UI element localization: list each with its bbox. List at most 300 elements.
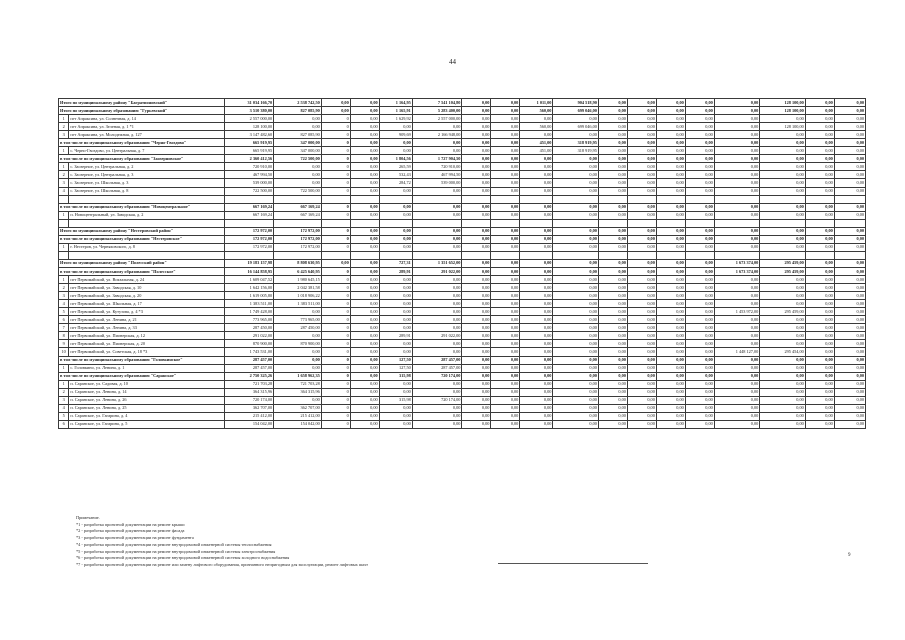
value-cell: 127,50 <box>379 364 412 372</box>
value-cell: 0,00 <box>491 99 520 107</box>
value-cell: 0,00 <box>520 284 553 292</box>
value-cell: 0,00 <box>462 412 491 420</box>
value-cell: 291 022,00 <box>412 332 462 340</box>
table-row <box>59 123 866 131</box>
value-cell: 0,00 <box>627 276 656 284</box>
table-row <box>59 300 866 308</box>
table-row <box>59 219 866 227</box>
value-cell: 1 749 428,00 <box>224 308 274 316</box>
value-cell: 0,00 <box>379 316 412 324</box>
value-cell: 720 910,00 <box>224 163 274 171</box>
value-cell: 0,00 <box>462 243 491 251</box>
value-cell: 0,00 <box>553 131 599 139</box>
value-cell: 0,00 <box>553 372 599 380</box>
value-cell: 0,00 <box>656 179 685 187</box>
value-cell: 0,00 <box>685 227 714 235</box>
value-cell: 0,00 <box>598 203 627 211</box>
value-cell: 0,00 <box>656 412 685 420</box>
value-cell: 0,00 <box>520 324 553 332</box>
value-cell: 0,00 <box>714 380 760 388</box>
value-cell: 0,00 <box>553 171 599 179</box>
value-cell: 0,00 <box>598 396 627 404</box>
value-cell: 0,00 <box>553 267 599 275</box>
value-cell: 0 <box>321 115 350 123</box>
value-cell: 0,00 <box>627 99 656 107</box>
value-cell <box>491 195 520 203</box>
value-cell: 0,00 <box>760 147 806 155</box>
value-cell: 0,00 <box>627 412 656 420</box>
value-cell: 0,00 <box>598 412 627 420</box>
value-cell: 0,00 <box>760 396 806 404</box>
value-cell: 0,00 <box>834 139 865 147</box>
value-cell: 0,00 <box>520 308 553 316</box>
value-cell: 0,00 <box>598 107 627 115</box>
value-cell: 295 459,00 <box>760 308 806 316</box>
table-group-row <box>59 107 866 115</box>
value-cell: 0,00 <box>520 316 553 324</box>
value-cell: 0,00 <box>656 404 685 412</box>
value-cell: 0,00 <box>553 324 599 332</box>
value-cell: 0,00 <box>805 203 834 211</box>
value-cell: 0,00 <box>553 284 599 292</box>
value-cell: 0 <box>321 203 350 211</box>
value-cell: 0 <box>321 404 350 412</box>
value-cell: 0,00 <box>805 324 834 332</box>
value-cell: 0,00 <box>598 171 627 179</box>
value-cell: 0,00 <box>491 420 520 428</box>
value-cell: 2 538 742,50 <box>274 99 322 107</box>
table-row <box>59 364 866 372</box>
value-cell <box>321 219 350 227</box>
value-cell: 0,00 <box>520 179 553 187</box>
value-cell: 0,00 <box>520 235 553 243</box>
value-cell: 0,00 <box>656 259 685 267</box>
row-index-cell: 2 <box>59 284 69 292</box>
value-cell: 0,00 <box>321 107 350 115</box>
row-index-cell: 3 <box>59 179 69 187</box>
value-cell: 6 425 640,95 <box>274 267 322 275</box>
value-cell: 0,00 <box>598 332 627 340</box>
value-cell: 722 500,00 <box>224 187 274 195</box>
value-cell: 0,00 <box>685 155 714 163</box>
value-cell: 0,00 <box>350 155 379 163</box>
value-cell: 289,91 <box>379 332 412 340</box>
value-cell: 0 <box>321 324 350 332</box>
value-cell: 0,00 <box>520 259 553 267</box>
value-cell: 0,00 <box>491 276 520 284</box>
value-cell: 0,00 <box>520 187 553 195</box>
value-cell: 0,00 <box>553 412 599 420</box>
value-cell: 0 <box>321 267 350 275</box>
value-cell: 0,00 <box>553 155 599 163</box>
value-cell: 0,00 <box>553 243 599 251</box>
value-cell <box>714 219 760 227</box>
value-cell: 0,00 <box>598 235 627 243</box>
value-cell: 0,00 <box>598 163 627 171</box>
value-cell: 0,00 <box>491 316 520 324</box>
value-cell: 0,00 <box>627 227 656 235</box>
value-cell: 0 <box>321 396 350 404</box>
value-cell: 0,00 <box>834 300 865 308</box>
address-cell <box>69 251 224 259</box>
value-cell: 0,00 <box>685 420 714 428</box>
value-cell: 0,00 <box>598 348 627 356</box>
value-cell: 0,00 <box>834 243 865 251</box>
value-cell: 0,00 <box>553 292 599 300</box>
value-cell: 0,00 <box>656 155 685 163</box>
value-cell <box>598 251 627 259</box>
table-row <box>59 332 866 340</box>
value-cell: 0,00 <box>491 155 520 163</box>
value-cell: 0,00 <box>656 348 685 356</box>
value-cell: 0,00 <box>462 123 491 131</box>
value-cell: 0,00 <box>834 267 865 275</box>
row-index-cell: 1 <box>59 163 69 171</box>
value-cell: 0,00 <box>760 211 806 219</box>
value-cell: 0,00 <box>491 187 520 195</box>
note-item: *4 - разработка проектной документации на ремонт внутридомовой инженерной системы теплоснабжения <box>76 541 272 547</box>
value-cell: 0,00 <box>350 139 379 147</box>
table-group-row <box>59 259 866 267</box>
value-cell: 0,00 <box>627 324 656 332</box>
value-cell: 0,00 <box>834 412 865 420</box>
value-cell: 0,00 <box>379 235 412 243</box>
value-cell: 0,00 <box>685 163 714 171</box>
group-name-cell: в том числе по муниципальному образованию "Черно-Гвоздово" <box>59 139 225 147</box>
value-cell: 0,00 <box>805 284 834 292</box>
value-cell: 0,00 <box>627 388 656 396</box>
value-cell: 0,00 <box>462 155 491 163</box>
row-index-cell: 1 <box>59 364 69 372</box>
value-cell: 720 174,00 <box>224 396 274 404</box>
value-cell: 0,00 <box>714 340 760 348</box>
value-cell: 0,00 <box>553 380 599 388</box>
value-cell: 0,00 <box>412 203 462 211</box>
notes-block <box>76 515 776 569</box>
value-cell: 667 169,24 <box>274 203 322 211</box>
value-cell: 0,00 <box>350 171 379 179</box>
value-cell: 0,00 <box>350 123 379 131</box>
value-cell: 128 100,00 <box>760 123 806 131</box>
value-cell: 720 174,00 <box>412 372 462 380</box>
value-cell: 0,00 <box>656 308 685 316</box>
value-cell: 0,00 <box>685 380 714 388</box>
value-cell: 0,00 <box>714 284 760 292</box>
address-cell: пгт Первомайский, ул. Заводская, д. 10 <box>69 284 224 292</box>
value-cell: 0,00 <box>627 147 656 155</box>
table-group-row <box>59 356 866 364</box>
table-row <box>59 420 866 428</box>
value-cell: 0,00 <box>462 348 491 356</box>
value-cell: 0,00 <box>760 404 806 412</box>
value-cell: 0,00 <box>714 300 760 308</box>
value-cell: 362 707,00 <box>224 404 274 412</box>
row-index-cell: 4 <box>59 300 69 308</box>
value-cell: 0 <box>321 364 350 372</box>
value-cell: 0,00 <box>656 131 685 139</box>
table-row <box>59 171 866 179</box>
value-cell: 0,00 <box>350 364 379 372</box>
value-cell: 0,00 <box>350 332 379 340</box>
table-group-row <box>59 139 866 147</box>
value-cell: 0 <box>321 171 350 179</box>
value-cell: 284,72 <box>379 179 412 187</box>
value-cell: 0 <box>321 412 350 420</box>
value-cell: 0,00 <box>462 163 491 171</box>
value-cell: 0,00 <box>656 380 685 388</box>
value-cell: 1 383 511,00 <box>274 300 322 308</box>
value-cell: 0,00 <box>520 340 553 348</box>
value-cell: 0,00 <box>834 187 865 195</box>
value-cell: 0,00 <box>760 316 806 324</box>
address-cell: п. Саранское, ул. Ленина, д. 14 <box>69 388 224 396</box>
value-cell: 0,00 <box>760 292 806 300</box>
value-cell <box>462 195 491 203</box>
value-cell: 0,00 <box>714 324 760 332</box>
value-cell: 0,00 <box>412 235 462 243</box>
value-cell: 0,00 <box>350 187 379 195</box>
value-cell: 0,00 <box>350 147 379 155</box>
address-cell: с. Заозерное, ул. Центральная, д. 3 <box>69 171 224 179</box>
address-cell: п. Саранское, ул. Гагарина, д. 4 <box>69 412 224 420</box>
value-cell: 2 750 325,26 <box>224 372 274 380</box>
value-cell: 0,00 <box>350 99 379 107</box>
table-row <box>59 396 866 404</box>
value-cell: 0,00 <box>598 420 627 428</box>
value-cell: 0,00 <box>553 404 599 412</box>
value-cell: 0,00 <box>520 300 553 308</box>
value-cell: 0,00 <box>685 364 714 372</box>
value-cell: 0,00 <box>462 131 491 139</box>
value-cell: 0,00 <box>491 203 520 211</box>
value-cell: 0,00 <box>714 131 760 139</box>
value-cell: 0,00 <box>627 139 656 147</box>
value-cell: 0,00 <box>714 243 760 251</box>
value-cell <box>553 219 599 227</box>
value-cell: 0,00 <box>598 99 627 107</box>
value-cell <box>656 195 685 203</box>
value-cell: 0,00 <box>520 163 553 171</box>
value-cell: 0,00 <box>685 276 714 284</box>
value-cell: 0,00 <box>805 372 834 380</box>
value-cell: 0,00 <box>598 372 627 380</box>
value-cell: 0,00 <box>627 163 656 171</box>
table-row <box>59 348 866 356</box>
value-cell: 0,00 <box>627 348 656 356</box>
value-cell: 0,00 <box>274 348 322 356</box>
value-cell: 0,00 <box>685 356 714 364</box>
value-cell: 667 169,24 <box>274 211 322 219</box>
table-row <box>59 147 866 155</box>
address-cell: п. Саранское, ул. Гагарина, д. 5 <box>69 420 224 428</box>
value-cell: 0 <box>321 123 350 131</box>
value-cell: 721 703,28 <box>274 380 322 388</box>
value-cell: 291 022,00 <box>224 332 274 340</box>
value-cell: 0 <box>321 211 350 219</box>
value-cell: 1 609 047,52 <box>224 276 274 284</box>
value-cell: 154 042,00 <box>274 420 322 428</box>
value-cell: 0,00 <box>760 340 806 348</box>
value-cell: 0,00 <box>379 404 412 412</box>
value-cell: 2 042 381,58 <box>274 284 322 292</box>
value-cell: 0 <box>321 316 350 324</box>
value-cell: 0,00 <box>805 131 834 139</box>
value-cell: 0 <box>321 155 350 163</box>
value-cell: 0,00 <box>412 404 462 412</box>
value-cell: 0,00 <box>462 356 491 364</box>
value-cell: 0,00 <box>760 380 806 388</box>
value-cell: 0,00 <box>274 123 322 131</box>
value-cell: 265,59 <box>379 163 412 171</box>
address-cell: с. Заозерное, ул. Центральная, д. 2 <box>69 163 224 171</box>
value-cell: 0,00 <box>656 292 685 300</box>
value-cell: 0,00 <box>834 115 865 123</box>
value-cell <box>379 251 412 259</box>
value-cell: 0,00 <box>379 211 412 219</box>
value-cell <box>350 195 379 203</box>
address-cell: пгт Первомайский, ул. Школьная, д. 17 <box>69 300 224 308</box>
value-cell: 0,00 <box>834 324 865 332</box>
value-cell: 0,00 <box>834 227 865 235</box>
value-cell: 0,00 <box>491 267 520 275</box>
row-index-cell: 6 <box>59 420 69 428</box>
value-cell: 0,00 <box>553 332 599 340</box>
value-cell: 0,00 <box>805 139 834 147</box>
value-cell: 0,00 <box>462 332 491 340</box>
value-cell: 0,00 <box>520 420 553 428</box>
value-cell: 291 022,00 <box>412 267 462 275</box>
value-cell: 0,00 <box>350 404 379 412</box>
value-cell: 0,00 <box>656 340 685 348</box>
note-item: *1 - разработка проектной документации на ремонт крыши <box>76 521 185 527</box>
value-cell: 0,00 <box>714 171 760 179</box>
value-cell: 8 808 630,95 <box>274 259 322 267</box>
value-cell: 0,00 <box>685 107 714 115</box>
value-cell: 0,00 <box>598 300 627 308</box>
address-cell: с. Черно-Гвоздово, ул. Центральная, д. 7 <box>69 147 224 155</box>
value-cell: 0,00 <box>412 308 462 316</box>
value-cell: 0,00 <box>379 147 412 155</box>
value-cell: 0,00 <box>685 203 714 211</box>
value-cell: 667 169,24 <box>224 203 274 211</box>
value-cell: 0,00 <box>627 380 656 388</box>
value-cell: 870 900,00 <box>274 340 322 348</box>
value-cell: 0,00 <box>491 292 520 300</box>
value-cell: 0,00 <box>714 203 760 211</box>
value-cell: 0,00 <box>491 364 520 372</box>
value-cell: 0,00 <box>462 115 491 123</box>
value-cell: 0,00 <box>553 276 599 284</box>
value-cell: 0,00 <box>350 211 379 219</box>
value-cell: 1 743 531,00 <box>224 348 274 356</box>
value-cell: 0,00 <box>627 292 656 300</box>
value-cell: 0,00 <box>321 99 350 107</box>
value-cell: 0,00 <box>834 259 865 267</box>
row-index-cell: 1 <box>59 276 69 284</box>
value-cell: 5 283 400,00 <box>412 107 462 115</box>
value-cell: 0,00 <box>627 123 656 131</box>
value-cell: 0,00 <box>412 292 462 300</box>
value-cell: 0,00 <box>412 412 462 420</box>
value-cell: 7 541 104,80 <box>412 99 462 107</box>
value-cell: 0,00 <box>462 324 491 332</box>
value-cell: 0,00 <box>462 235 491 243</box>
value-cell <box>520 195 553 203</box>
value-cell: 0,00 <box>834 179 865 187</box>
value-cell: 0,00 <box>627 372 656 380</box>
value-cell: 0,00 <box>714 364 760 372</box>
value-cell: 0,00 <box>491 243 520 251</box>
value-cell: 172 972,00 <box>224 243 274 251</box>
table-group-row <box>59 99 866 107</box>
row-index-cell: 9 <box>59 340 69 348</box>
value-cell: 0,00 <box>598 292 627 300</box>
value-cell: 0,00 <box>627 284 656 292</box>
value-cell: 0,00 <box>685 284 714 292</box>
value-cell: 347 000,00 <box>274 139 322 147</box>
value-cell: 0,00 <box>412 147 462 155</box>
value-cell: 0,00 <box>685 171 714 179</box>
value-cell: 827 085,90 <box>274 131 322 139</box>
value-cell: 0,00 <box>598 147 627 155</box>
value-cell: 0,00 <box>274 171 322 179</box>
value-cell: 560,00 <box>520 107 553 115</box>
value-cell <box>760 219 806 227</box>
value-cell: 0,00 <box>685 404 714 412</box>
value-cell: 0,00 <box>627 404 656 412</box>
group-name-cell: Итого по муниципальному образованию "Гурьевский" <box>59 107 225 115</box>
value-cell: 128 100,00 <box>760 99 806 107</box>
value-cell: 0,00 <box>520 348 553 356</box>
value-cell: 0,00 <box>491 171 520 179</box>
value-cell: 0,00 <box>656 332 685 340</box>
value-cell: 0,00 <box>598 227 627 235</box>
value-cell: 0,00 <box>350 243 379 251</box>
value-cell <box>224 251 274 259</box>
value-cell: 0,00 <box>462 364 491 372</box>
value-cell: 665 919,95 <box>224 139 274 147</box>
value-cell: 315,98 <box>379 372 412 380</box>
value-cell: 0,00 <box>553 187 599 195</box>
value-cell: 0,00 <box>553 364 599 372</box>
value-cell: 0,00 <box>598 187 627 195</box>
value-cell: 0,00 <box>350 420 379 428</box>
value-cell: 0,00 <box>412 324 462 332</box>
value-cell: 0,00 <box>685 147 714 155</box>
value-cell: 0,00 <box>462 107 491 115</box>
group-name-cell: Итого по муниципальному району "Багратионовский" <box>59 99 225 107</box>
value-cell: 0,00 <box>834 348 865 356</box>
value-cell: 467 994,50 <box>224 171 274 179</box>
value-cell: 0,00 <box>350 380 379 388</box>
value-cell: 0,00 <box>520 364 553 372</box>
value-cell: 0,00 <box>760 163 806 171</box>
value-cell: 0,00 <box>350 300 379 308</box>
address-cell: пгт Первомайский, ул. Заводская, д. 20 <box>69 292 224 300</box>
value-cell: 0,00 <box>598 123 627 131</box>
note-item: *3 - разработка проектной документации на ремонт фундамента <box>76 535 194 541</box>
value-cell: 0,00 <box>598 243 627 251</box>
value-cell: 0,00 <box>656 316 685 324</box>
value-cell: 295 454,00 <box>760 348 806 356</box>
table-row <box>59 276 866 284</box>
value-cell: 0,00 <box>520 115 553 123</box>
value-cell: 0,00 <box>834 364 865 372</box>
table-row <box>59 308 866 316</box>
value-cell: 0,00 <box>553 348 599 356</box>
value-cell: 0,00 <box>805 267 834 275</box>
table-row <box>59 340 866 348</box>
